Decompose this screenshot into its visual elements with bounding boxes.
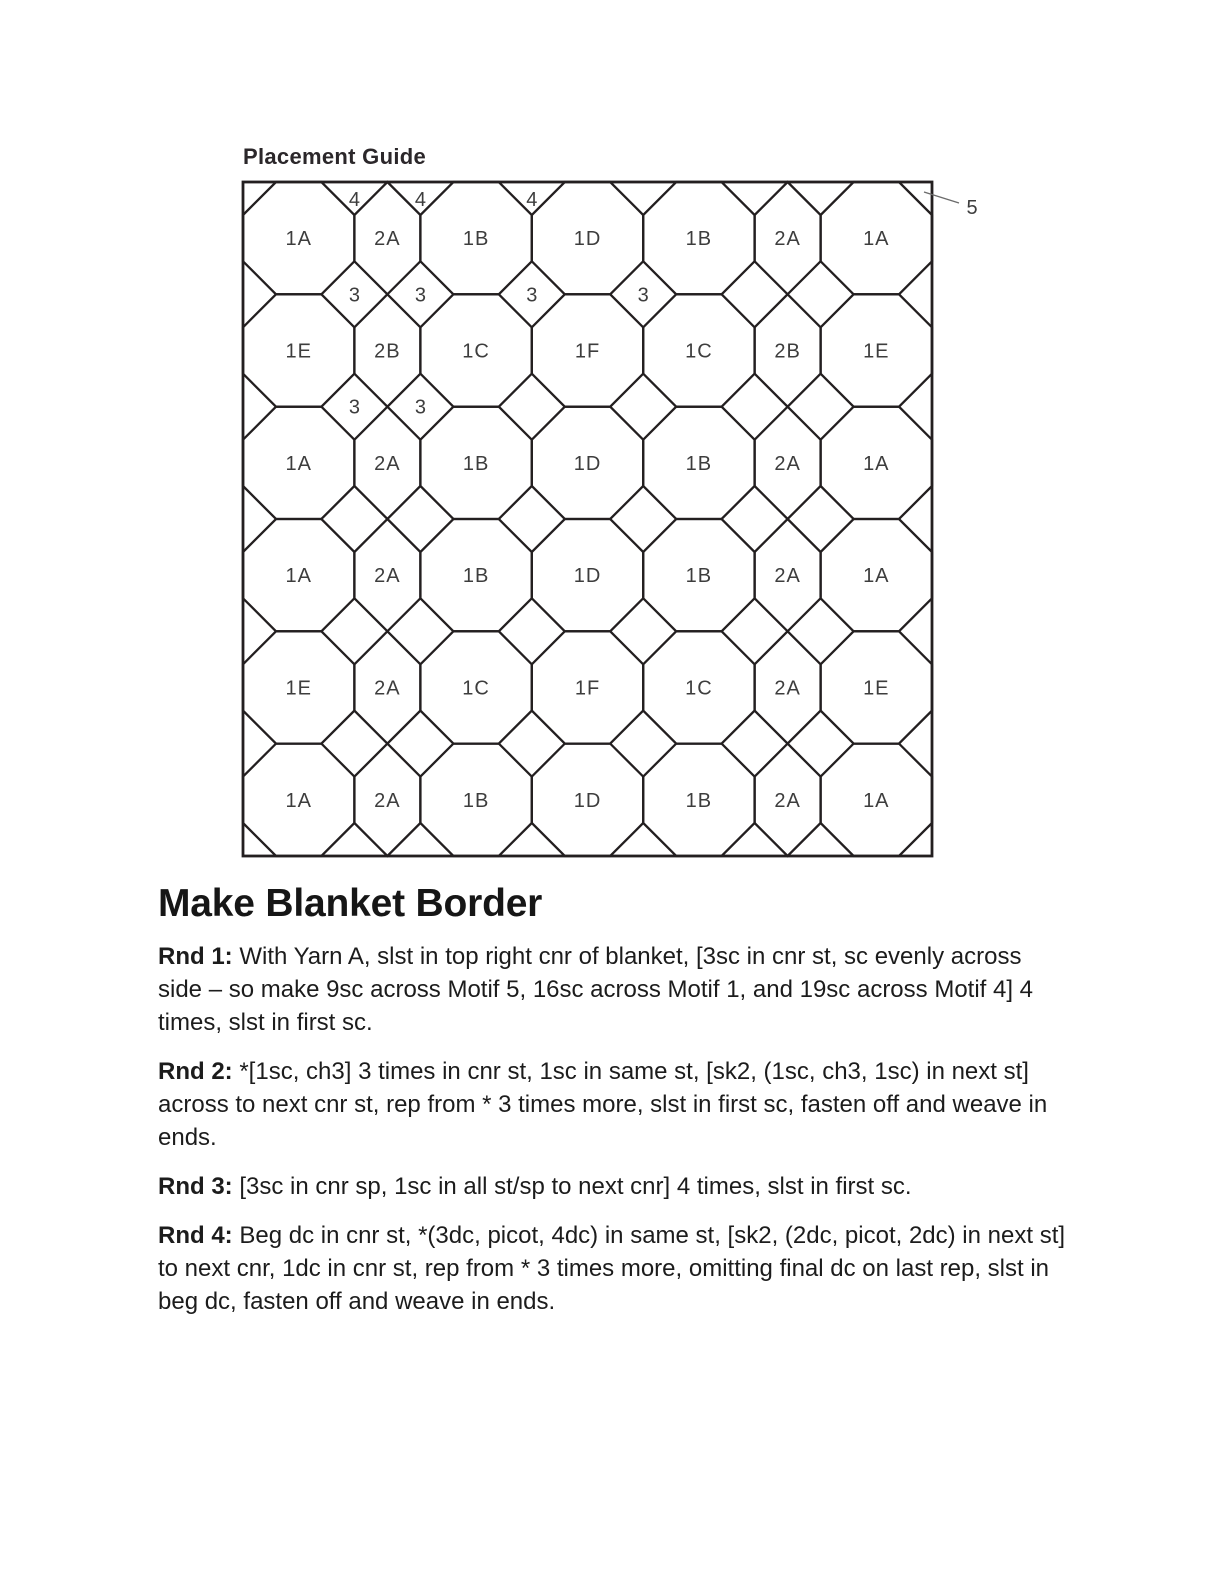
motif-cell-label: 1C xyxy=(462,677,490,700)
motif3-diamond-label: 3 xyxy=(637,284,649,307)
motif5-callout-label: 5 xyxy=(966,197,978,219)
motif-cell-label: 2B xyxy=(374,340,401,363)
motif3-diamond-label: 3 xyxy=(526,284,538,307)
round-3-label: Rnd 3: xyxy=(158,1173,233,1200)
motif-cell-label: 2A xyxy=(774,677,801,700)
motif3-diamond-label: 3 xyxy=(414,396,426,419)
motif-cell-label: 1B xyxy=(685,789,713,812)
motif-cell-label: 1D xyxy=(573,452,602,475)
motif3-diamond-label: 3 xyxy=(414,284,426,307)
motif-cell-label: 1D xyxy=(573,228,602,251)
motif-cell-label: 1A xyxy=(285,228,312,251)
motif-cell-label: 2A xyxy=(374,677,401,700)
motif-cell-label: 1A xyxy=(863,228,890,251)
motif-cell-label: 1E xyxy=(285,677,312,700)
motif-cell-label: 1B xyxy=(462,565,490,588)
motif-cell-label: 1F xyxy=(574,677,601,700)
motif-cell-label: 1C xyxy=(685,340,713,363)
motif-cell-label: 1C xyxy=(685,677,713,700)
round-1-label: Rnd 1: xyxy=(158,943,233,970)
motif-cell-label: 1E xyxy=(863,340,890,363)
motif-cell-label: 1E xyxy=(863,677,890,700)
placement-guide-title: Placement Guide xyxy=(243,144,427,169)
round-2-instruction xyxy=(158,1055,1066,1154)
motif-cell-label: 1D xyxy=(573,789,602,812)
border-instructions-section xyxy=(158,882,1066,1334)
motif-cell-label: 2A xyxy=(374,452,401,475)
round-1-instruction xyxy=(158,940,1066,1039)
motif-cell-label: 1A xyxy=(863,789,890,812)
round-3-text: [3sc in cnr sp, 1sc in all st/sp to next cnr] 4 times, slst in first sc. xyxy=(239,1173,912,1200)
round-4-instruction xyxy=(158,1219,1066,1318)
motif-cell-label: 2A xyxy=(774,228,801,251)
motif-cell-label: 2A xyxy=(374,789,401,812)
motif-cell-label: 1A xyxy=(285,565,312,588)
motif-cell-label: 1A xyxy=(863,565,890,588)
motif-cell-label: 2A xyxy=(374,565,401,588)
round-1-text: With Yarn A, slst in top right cnr of blanket, [3sc in cnr st, sc evenly across side – so make 9sc across Motif 5, 16sc across Motif 1, and 19sc across Motif 4] 4 times, slst in first sc. xyxy=(158,943,1034,1036)
motif4-triangle-label: 4 xyxy=(526,189,538,211)
round-2-text: *[1sc, ch3] 3 times in cnr st, 1sc in same st, [sk2, (1sc, ch3, 1sc) in next st] across to next cnr st, rep from * 3 times more, slst in first sc, fasten off and weave in ends. xyxy=(158,1058,1048,1151)
motif5-callout-line xyxy=(924,192,959,203)
motif3-diamond-label: 3 xyxy=(348,396,360,419)
motif-cell-label: 1B xyxy=(462,452,490,475)
motif-cell-label: 1F xyxy=(574,340,601,363)
motif-cell-label: 1E xyxy=(285,340,312,363)
motif-cell-label: 2B xyxy=(774,340,801,363)
motif-cell-label: 1A xyxy=(863,452,890,475)
round-2-label: Rnd 2: xyxy=(158,1058,233,1085)
round-4-label: Rnd 4: xyxy=(158,1222,233,1249)
placement-guide-diagram xyxy=(241,180,989,860)
motif-cell-label: 1D xyxy=(573,565,602,588)
motif4-triangle-label: 4 xyxy=(414,189,426,211)
motif-cell-label: 2A xyxy=(774,452,801,475)
motif4-triangle-label: 4 xyxy=(348,189,360,211)
motif-cell-label: 1B xyxy=(685,452,713,475)
motif3-diamond-label: 3 xyxy=(348,284,360,307)
round-4-text: Beg dc in cnr st, *(3dc, picot, 4dc) in same st, [sk2, (2dc, picot, 2dc) in next st] to next cnr, 1dc in cnr st, rep from * 3 times more, omitting final dc on last rep, slst in beg dc, fasten off and weave in ends. xyxy=(158,1222,1066,1315)
motif-cell-label: 2A xyxy=(374,228,401,251)
motif-cell-label: 2A xyxy=(774,789,801,812)
motif-cell-label: 1B xyxy=(685,565,713,588)
section-heading: Make Blanket Border xyxy=(158,882,543,925)
motif-cell-label: 1A xyxy=(285,789,312,812)
motif-cell-label: 1C xyxy=(462,340,490,363)
motif-cell-label: 1B xyxy=(462,228,490,251)
round-3-instruction xyxy=(158,1170,1066,1203)
motif-cell-label: 2A xyxy=(774,565,801,588)
motif-cell-label: 1B xyxy=(462,789,490,812)
motif-cell-label: 1B xyxy=(685,228,713,251)
motif-cell-label: 1A xyxy=(285,452,312,475)
